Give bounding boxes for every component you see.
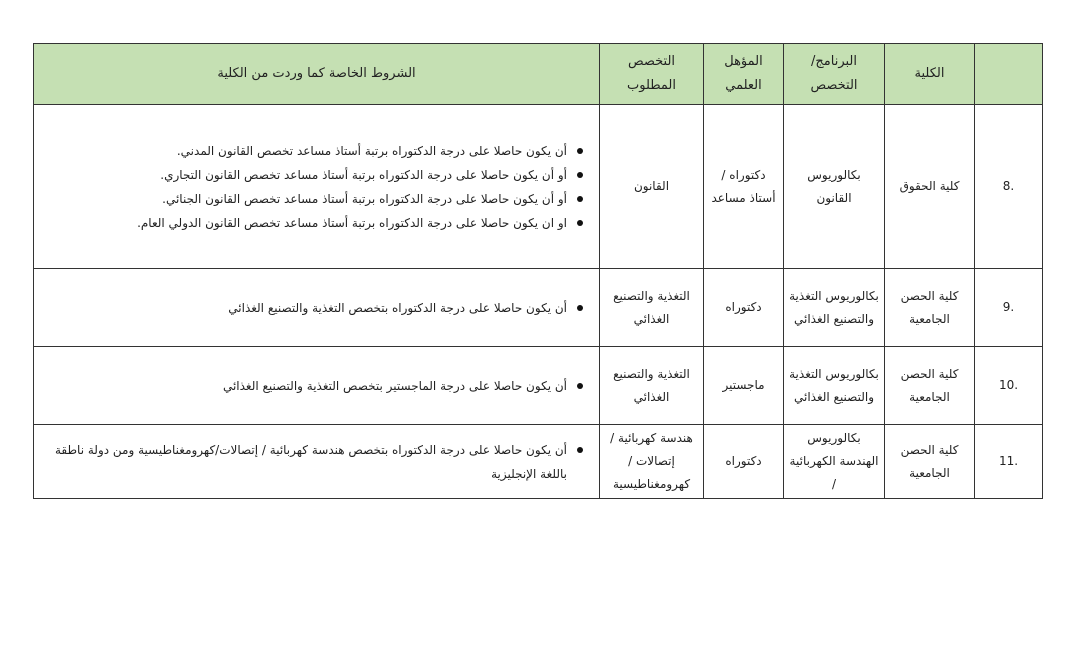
conditions-list [39,374,585,398]
header-college: الكلية [885,44,975,105]
specialization-cell: هندسة كهربائية /إتصالات /كهرومغناطيسية [600,425,704,499]
conditions-cell [34,347,600,425]
header-num [975,44,1043,105]
qualification-cell: دكتوراه / أستاذ مساعد [704,105,784,269]
conditions-cell [34,269,600,347]
college-cell: كلية الحقوق [885,105,975,269]
condition-item: او ان يكون حاصلا على درجة الدكتوراه برتبة أستاذ مساعد تخصص القانون الدولي العام. [39,211,585,235]
header-program: البرنامج/ التخصص [784,44,885,105]
header-row [34,44,1043,105]
program-cell: بكالوريوس القانون [784,105,885,269]
conditions-list [39,438,585,486]
header-specialization: التخصص المطلوب [600,44,704,105]
table-row [34,269,1043,347]
row-number: 10. [975,347,1043,425]
condition-item: أن يكون حاصلا على درجة الدكتوراه بتخصص هندسة كهربائية / إتصالات/كهرومغناطيسية ومن دولة ناطقة باللغة الإنجليزية [39,438,585,486]
table-row [34,347,1043,425]
row-number: 9. [975,269,1043,347]
conditions-cell [34,425,600,499]
specialization-cell: التغذية والتصنيع الغذائي [600,347,704,425]
requirements-table [33,43,1043,499]
table-row [34,425,1043,499]
condition-item: أو أن يكون حاصلا على درجة الدكتوراه برتبة أستاذ مساعد تخصص القانون التجاري. [39,163,585,187]
header-qualification: المؤهل العلمي [704,44,784,105]
condition-item: أن يكون حاصلا على درجة الدكتوراه برتبة أستاذ مساعد تخصص القانون المدني. [39,139,585,163]
qualification-cell: دكتوراه [704,269,784,347]
row-number: 11. [975,425,1043,499]
table-row [34,105,1043,269]
college-cell: كلية الحصن الجامعية [885,425,975,499]
specialization-cell: التغذية والتصنيع الغذائي [600,269,704,347]
qualification-cell: ماجستير [704,347,784,425]
condition-item: أو أن يكون حاصلا على درجة الدكتوراه برتبة أستاذ مساعد تخصص القانون الجنائي. [39,187,585,211]
conditions-cell [34,105,600,269]
conditions-list [39,139,585,235]
college-cell: كلية الحصن الجامعية [885,347,975,425]
program-cell: بكالوريوس التغذية والتصنيع الغذائي [784,347,885,425]
requirements-table-wrapper [33,43,1042,499]
program-cell: بكالوريوس التغذية والتصنيع الغذائي [784,269,885,347]
header-conditions: الشروط الخاصة كما وردت من الكلية [34,44,600,105]
qualification-cell: دكتوراه [704,425,784,499]
program-cell: بكالوريوس الهندسة الكهربائية / [784,425,885,499]
row-number: 8. [975,105,1043,269]
condition-item: أن يكون حاصلا على درجة الدكتوراه بتخصص التغذية والتصنيع الغذائي [39,296,585,320]
specialization-cell: القانون [600,105,704,269]
condition-item: أن يكون حاصلا على درجة الماجستير بتخصص التغذية والتصنيع الغذائي [39,374,585,398]
conditions-list [39,296,585,320]
college-cell: كلية الحصن الجامعية [885,269,975,347]
